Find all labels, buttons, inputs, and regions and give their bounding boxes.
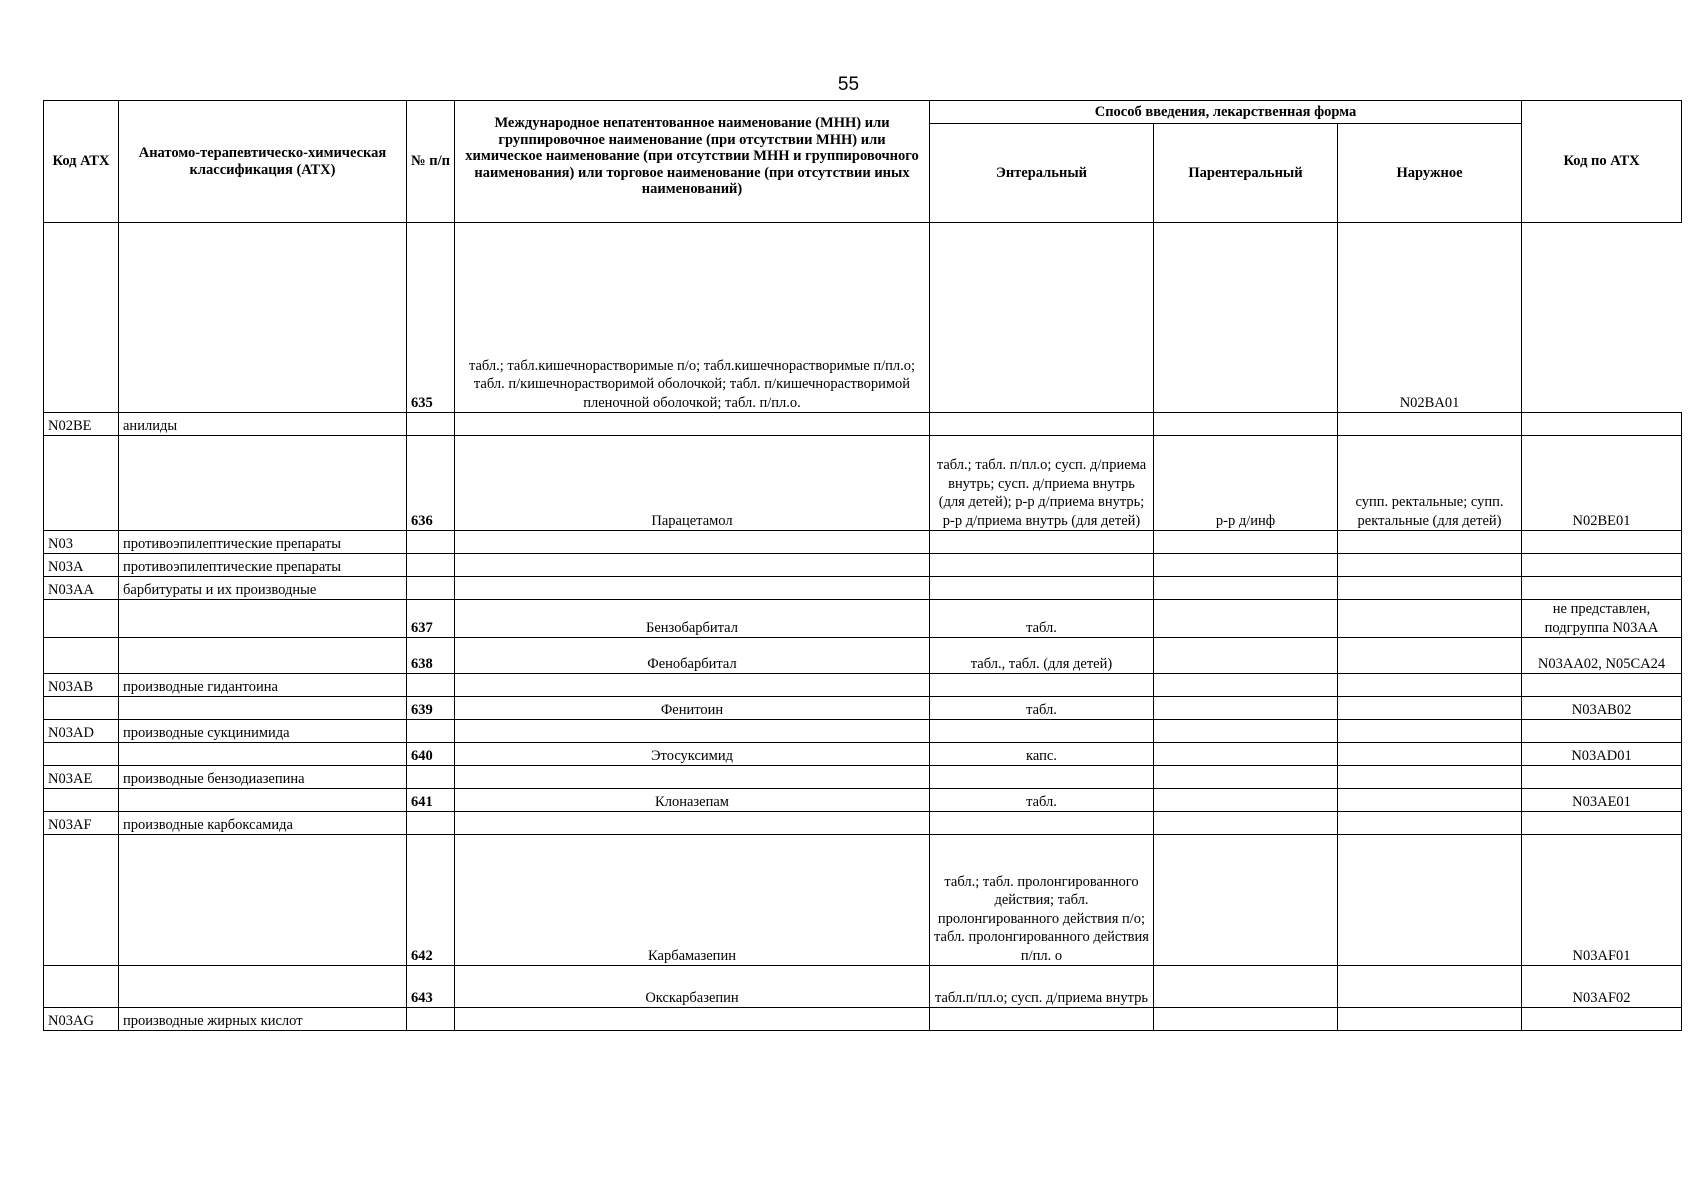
cell-atx [1522, 413, 1682, 436]
cell-num [407, 674, 455, 697]
table-row [44, 600, 1682, 638]
cell-code [44, 743, 119, 766]
cell-enteral [930, 577, 1154, 600]
table-row [44, 835, 1682, 966]
drug-external-form [1338, 835, 1522, 966]
cell-external [1338, 577, 1522, 600]
cell-external [1338, 413, 1522, 436]
cell-external [1338, 674, 1522, 697]
table-row [44, 638, 1682, 674]
cell-class [119, 436, 407, 531]
cell-parenteral [1154, 674, 1338, 697]
cell-num [407, 766, 455, 789]
drug-name: Фенитоин [455, 697, 930, 720]
group-row [44, 577, 1682, 600]
atx-class-label: производные карбоксамида [119, 812, 407, 835]
cell-code [44, 697, 119, 720]
cell-atx [1522, 1008, 1682, 1031]
drug-name: Парацетамол [455, 436, 930, 531]
cell-num [407, 1008, 455, 1031]
drug-external-form [1338, 638, 1522, 674]
cell-atx [1522, 766, 1682, 789]
cell-parenteral [1154, 554, 1338, 577]
col-header-enteral: Энтеральный [930, 124, 1154, 223]
atx-class-label: барбитураты и их производные [119, 577, 407, 600]
cell-name [455, 531, 930, 554]
drug-external-form [1154, 223, 1338, 413]
header-row [44, 101, 1682, 124]
drug-atx-code: N03AA02, N05CA24 [1522, 638, 1682, 674]
cell-parenteral [1154, 720, 1338, 743]
drug-enteral-form: табл. [930, 789, 1154, 812]
table-row [44, 789, 1682, 812]
cell-name [455, 1008, 930, 1031]
cell-external [1338, 720, 1522, 743]
cell-num [407, 413, 455, 436]
drug-atx-code: N03AF01 [1522, 835, 1682, 966]
cell-class [119, 835, 407, 966]
cell-num [407, 554, 455, 577]
drug-external-form [1338, 697, 1522, 720]
cell-external [1338, 531, 1522, 554]
drug-name: Клоназепам [455, 789, 930, 812]
drug-enteral-form: табл. [930, 600, 1154, 638]
cell-class [119, 743, 407, 766]
drug-parenteral-form: р-р д/инф [1154, 436, 1338, 531]
atx-code: N03AD [44, 720, 119, 743]
cell-class [119, 638, 407, 674]
cell-enteral [930, 531, 1154, 554]
cell-name [455, 766, 930, 789]
drug-name: Бензобарбитал [455, 600, 930, 638]
table-row [44, 223, 1682, 413]
cell-atx [1522, 554, 1682, 577]
atx-class-label: производные бензодиазепина [119, 766, 407, 789]
cell-atx [1522, 812, 1682, 835]
cell-name [455, 674, 930, 697]
cell-num [407, 531, 455, 554]
drug-atx-code: N02BE01 [1522, 436, 1682, 531]
cell-enteral [930, 413, 1154, 436]
group-row [44, 812, 1682, 835]
atx-code: N03 [44, 531, 119, 554]
drug-table [43, 100, 1682, 1031]
atx-code: N03A [44, 554, 119, 577]
drug-enteral-form: табл. [930, 697, 1154, 720]
drug-parenteral-form [1154, 789, 1338, 812]
drug-atx-code: N03AF02 [1522, 966, 1682, 1008]
drug-atx-code: N03AE01 [1522, 789, 1682, 812]
cell-enteral [930, 1008, 1154, 1031]
drug-name: Этосуксимид [455, 743, 930, 766]
cell-parenteral [1154, 812, 1338, 835]
cell-parenteral [1154, 531, 1338, 554]
drug-parenteral-form [1154, 697, 1338, 720]
drug-atx-code: N03AD01 [1522, 743, 1682, 766]
cell-atx [1522, 577, 1682, 600]
col-header-num: № п/п [407, 101, 455, 223]
drug-name: Фенобарбитал [455, 638, 930, 674]
drug-enteral-form: табл.п/пл.о; сусп. д/приема внутрь [930, 966, 1154, 1008]
drug-parenteral-form [930, 223, 1154, 413]
cell-name [455, 577, 930, 600]
cell-code [44, 638, 119, 674]
cell-parenteral [1154, 1008, 1338, 1031]
cell-external [1338, 812, 1522, 835]
group-row [44, 720, 1682, 743]
cell-enteral [930, 720, 1154, 743]
atx-code: N02BE [44, 413, 119, 436]
col-header-code: Код АТХ [44, 101, 119, 223]
drug-name: Карбамазепин [455, 835, 930, 966]
item-number: 639 [407, 697, 455, 720]
drug-external-form [1338, 789, 1522, 812]
drug-atx-code: N03AB02 [1522, 697, 1682, 720]
cell-atx [1522, 720, 1682, 743]
atx-code: N03AB [44, 674, 119, 697]
col-header-class: Анатомо-терапевтическо-химическая классификация (АТХ) [119, 101, 407, 223]
drug-parenteral-form [1154, 638, 1338, 674]
cell-num [407, 720, 455, 743]
cell-enteral [930, 554, 1154, 577]
atx-class-label: производные гидантоина [119, 674, 407, 697]
drug-enteral-form: табл.; табл.кишечнорастворимые п/о; табл.кишечнорастворимые п/пл.о; табл. п/кишечнорастворимой оболочкой; табл. п/кишечнорастворимой пленочной оболочкой; табл. п/пл.о. [455, 223, 930, 413]
cell-class [119, 223, 407, 413]
drug-enteral-form: табл., табл. (для детей) [930, 638, 1154, 674]
drug-external-form [1338, 966, 1522, 1008]
cell-external [1338, 1008, 1522, 1031]
cell-name [455, 812, 930, 835]
cell-class [119, 789, 407, 812]
cell-atx [1522, 531, 1682, 554]
col-header-parenteral: Парентеральный [1154, 124, 1338, 223]
atx-code: N03AG [44, 1008, 119, 1031]
atx-class-label: противоэпилептические препараты [119, 531, 407, 554]
item-number: 636 [407, 436, 455, 531]
item-number: 635 [407, 223, 455, 413]
cell-parenteral [1154, 766, 1338, 789]
drug-enteral-form: табл.; табл. пролонгированного действия; табл. пролонгированного действия п/о; табл. пролонгированного действия п/пл. о [930, 835, 1154, 966]
cell-name [455, 554, 930, 577]
table-body [44, 223, 1682, 1031]
group-row [44, 766, 1682, 789]
table-row [44, 697, 1682, 720]
drug-external-form [1338, 743, 1522, 766]
cell-name [455, 720, 930, 743]
cell-code [44, 436, 119, 531]
drug-enteral-form: капс. [930, 743, 1154, 766]
cell-atx [1522, 674, 1682, 697]
item-number: 642 [407, 835, 455, 966]
item-number: 641 [407, 789, 455, 812]
cell-code [44, 223, 119, 413]
cell-enteral [930, 674, 1154, 697]
col-header-name: Международное непатентованное наименование (МНН) или группировочное наименование (при отсутствии МНН) или химическое наименование (при отсутствии МНН и группировочного наименования) или торговое наименование (при отсутствии иных наименований) [455, 101, 930, 223]
cell-code [44, 789, 119, 812]
atx-class-label: производные жирных кислот [119, 1008, 407, 1031]
atx-class-label: противоэпилептические препараты [119, 554, 407, 577]
cell-parenteral [1154, 413, 1338, 436]
cell-external [1338, 554, 1522, 577]
cell-num [407, 812, 455, 835]
cell-class [119, 600, 407, 638]
atx-code: N03AF [44, 812, 119, 835]
cell-code [44, 966, 119, 1008]
cell-code [44, 600, 119, 638]
cell-enteral [930, 812, 1154, 835]
group-row [44, 554, 1682, 577]
drug-atx-code: N02BA01 [1338, 223, 1522, 413]
cell-code [44, 835, 119, 966]
drug-name: Окскарбазепин [455, 966, 930, 1008]
table-row [44, 743, 1682, 766]
drug-parenteral-form [1154, 743, 1338, 766]
table-row [44, 966, 1682, 1008]
atx-class-label: производные сукцинимида [119, 720, 407, 743]
atx-code: N03AE [44, 766, 119, 789]
drug-parenteral-form [1154, 600, 1338, 638]
item-number: 640 [407, 743, 455, 766]
col-header-route: Способ введения, лекарственная форма [930, 101, 1522, 124]
item-number: 637 [407, 600, 455, 638]
drug-parenteral-form [1154, 835, 1338, 966]
col-header-atx-code: Код по АТХ [1522, 101, 1682, 223]
group-row [44, 531, 1682, 554]
cell-parenteral [1154, 577, 1338, 600]
group-row [44, 674, 1682, 697]
cell-enteral [930, 766, 1154, 789]
drug-atx-code: не представлен, подгруппа N03AA [1522, 600, 1682, 638]
table-row [44, 436, 1682, 531]
atx-class-label: анилиды [119, 413, 407, 436]
page-number: 55 [837, 74, 860, 95]
group-row [44, 1008, 1682, 1031]
drug-external-form: супп. ректальные; супп. ректальные (для детей) [1338, 436, 1522, 531]
cell-num [407, 577, 455, 600]
drug-parenteral-form [1154, 966, 1338, 1008]
atx-code: N03AA [44, 577, 119, 600]
group-row [44, 413, 1682, 436]
col-header-external: Наружное [1338, 124, 1522, 223]
item-number: 638 [407, 638, 455, 674]
drug-enteral-form: табл.; табл. п/пл.о; сусп. д/приема внутрь; сусп. д/приема внутрь (для детей); р-р д/приема внутрь; р-р д/приема внутрь (для детей) [930, 436, 1154, 531]
drug-external-form [1338, 600, 1522, 638]
cell-name [455, 413, 930, 436]
cell-class [119, 697, 407, 720]
item-number: 643 [407, 966, 455, 1008]
cell-external [1338, 766, 1522, 789]
cell-class [119, 966, 407, 1008]
